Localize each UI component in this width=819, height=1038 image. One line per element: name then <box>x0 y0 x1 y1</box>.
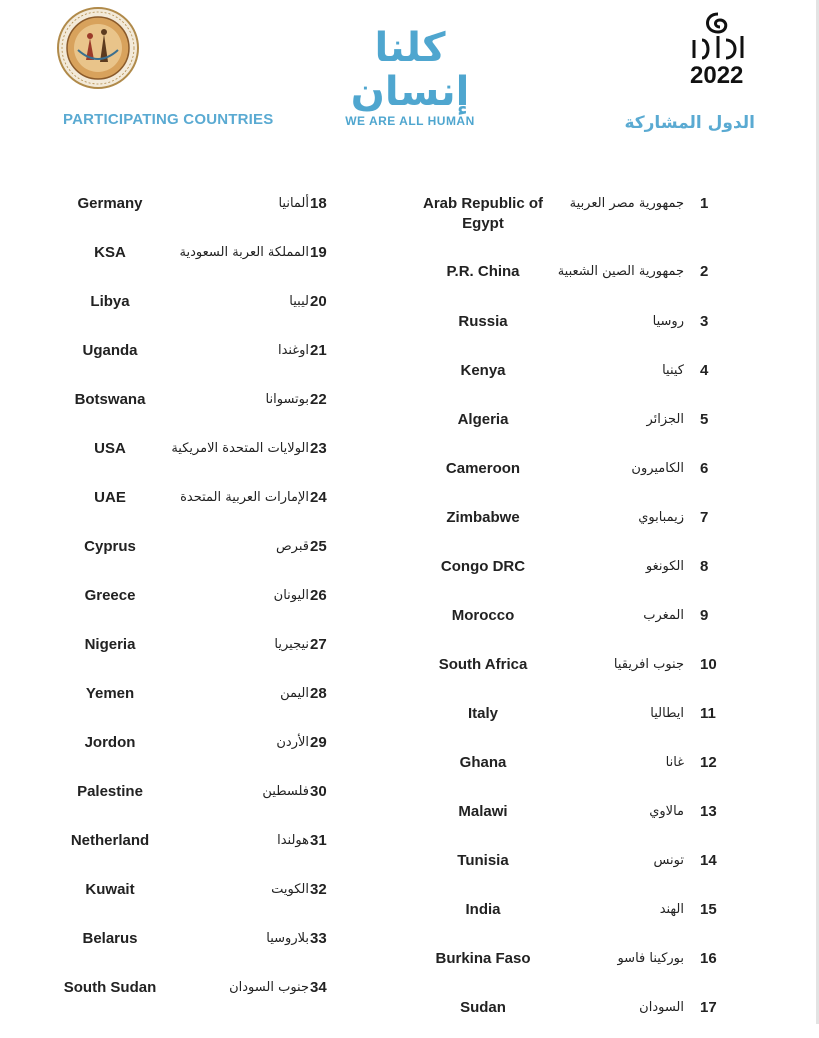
country-number: 3 <box>700 313 709 330</box>
country-english: Nigeria <box>84 636 136 653</box>
heading-arabic: الدول المشاركة <box>624 113 755 133</box>
country-number: 31 <box>310 832 327 849</box>
country-english: Botswana <box>74 391 146 408</box>
country-row <box>0 635 819 675</box>
country-row <box>0 782 819 822</box>
country-english: Burkina Faso <box>435 950 531 967</box>
brand-logo <box>310 26 510 128</box>
country-row <box>0 341 819 381</box>
country-arabic: بوركينا فاسو <box>617 951 684 966</box>
country-row <box>0 292 819 332</box>
country-number: 20 <box>310 293 327 310</box>
country-english: Libya <box>90 293 130 310</box>
country-english: Yemen <box>85 685 135 702</box>
country-number: 1 <box>700 195 709 212</box>
country-row <box>0 194 819 234</box>
brand-arabic-text: كلنا إنسان <box>350 25 470 115</box>
country-number: 7 <box>700 509 709 526</box>
country-number: 5 <box>700 411 709 428</box>
country-arabic: مالاوي <box>649 804 684 819</box>
country-arabic: غانا <box>665 755 684 770</box>
country-row <box>0 880 819 920</box>
country-english: Cameroon <box>445 460 521 477</box>
country-number: 15 <box>700 901 717 918</box>
country-arabic: ألمانيا <box>278 196 309 211</box>
country-number: 24 <box>310 489 327 506</box>
country-number: 8 <box>700 558 709 575</box>
country-number: 16 <box>700 950 717 967</box>
country-arabic: زيمبابوي <box>638 510 684 525</box>
country-number: 21 <box>310 342 327 359</box>
country-arabic: جمهورية الصين الشعبية <box>557 264 684 279</box>
country-english: Germany <box>77 195 143 212</box>
country-english: Italy <box>467 705 498 722</box>
country-number: 14 <box>700 852 717 869</box>
country-english: Kuwait <box>85 881 135 898</box>
country-number: 12 <box>700 754 717 771</box>
country-arabic: السودان <box>639 1000 684 1015</box>
country-arabic: بوتسوانا <box>265 392 309 407</box>
country-row <box>0 831 819 871</box>
country-english: South Africa <box>438 656 528 673</box>
brand-english-text: WE ARE ALL HUMAN <box>345 114 475 128</box>
country-number: 26 <box>310 587 327 604</box>
country-arabic: المملكة العربة السعودية <box>179 245 309 260</box>
country-arabic: الكاميرون <box>631 461 684 476</box>
country-english: Algeria <box>457 411 509 428</box>
country-row <box>0 488 819 528</box>
country-arabic: تونس <box>653 853 684 868</box>
country-number: 19 <box>310 244 327 261</box>
country-arabic: ليبيا <box>289 294 309 309</box>
country-number: 17 <box>700 999 717 1016</box>
country-row <box>0 243 819 283</box>
country-number: 13 <box>700 803 717 820</box>
country-arabic: فلسطين <box>262 784 309 799</box>
country-row <box>0 733 819 773</box>
country-english: South Sudan <box>63 979 157 996</box>
country-number: 29 <box>310 734 327 751</box>
country-number: 2 <box>700 263 709 280</box>
country-arabic: هولندا <box>277 833 309 848</box>
country-number: 28 <box>310 685 327 702</box>
country-english: Jordon <box>84 734 136 751</box>
country-arabic: اليونان <box>273 588 309 603</box>
country-english: Sudan <box>460 999 506 1016</box>
country-number: 6 <box>700 460 709 477</box>
country-arabic: الولايات المتحدة الامريكية <box>171 441 309 456</box>
country-number: 4 <box>700 362 709 379</box>
country-arabic: كينيا <box>662 363 684 378</box>
country-english: India <box>465 901 501 918</box>
country-number: 27 <box>310 636 327 653</box>
country-arabic: قبرص <box>275 539 309 554</box>
country-number: 34 <box>310 979 327 996</box>
country-number: 25 <box>310 538 327 555</box>
country-number: 32 <box>310 881 327 898</box>
country-arabic: بلاروسيا <box>266 931 309 946</box>
country-number: 9 <box>700 607 709 624</box>
country-row <box>0 929 819 969</box>
country-row <box>0 439 819 479</box>
country-english: Russia <box>458 313 508 330</box>
country-row <box>0 978 819 1018</box>
country-arabic: الإمارات العربية المتحدة <box>180 490 309 505</box>
country-english: KSA <box>94 244 126 261</box>
country-row <box>0 537 819 577</box>
country-arabic: جنوب السودان <box>229 980 309 995</box>
country-number: 22 <box>310 391 327 408</box>
country-english: Cyprus <box>84 538 136 555</box>
country-english: P.R. China <box>446 263 520 280</box>
country-english: Tunisia <box>457 852 509 869</box>
country-arabic: جمهورية مصر العربية <box>569 196 684 211</box>
country-english: Netherland <box>70 832 150 849</box>
country-arabic: الأردن <box>276 735 309 750</box>
country-arabic: روسيا <box>652 314 684 329</box>
country-number: 18 <box>310 195 327 212</box>
country-number: 11 <box>700 705 716 722</box>
country-arabic: الكونغو <box>645 559 684 574</box>
country-english: Malawi <box>458 803 508 820</box>
country-english: USA <box>94 440 126 457</box>
country-arabic: نيجيريا <box>274 637 309 652</box>
country-english: Belarus <box>82 930 138 947</box>
country-english: Palestine <box>77 783 143 800</box>
country-english: UAE <box>94 489 126 506</box>
country-english: Congo DRC <box>440 558 526 575</box>
country-arabic: المغرب <box>643 608 684 623</box>
country-row <box>0 586 819 626</box>
festival-seal-logo <box>56 6 140 90</box>
country-arabic: جنوب افريقيا <box>613 657 684 672</box>
country-english: Morocco <box>451 607 515 624</box>
country-number: 23 <box>310 440 327 457</box>
heading-english: PARTICIPATING COUNTRIES <box>63 111 274 128</box>
country-number: 33 <box>310 930 327 947</box>
country-english: Zimbabwe <box>446 509 520 526</box>
country-english: Ghana <box>459 754 507 771</box>
logo-year-text: 2022 <box>690 62 744 89</box>
country-arabic: اليمن <box>280 686 309 701</box>
country-row <box>0 684 819 724</box>
country-number: 10 <box>700 656 717 673</box>
country-english: Greece <box>84 587 136 604</box>
country-english: Uganda <box>82 342 138 359</box>
country-english: Arab Republic of Egypt <box>422 195 543 232</box>
country-english: Kenya <box>460 362 506 379</box>
country-arabic: الجزائر <box>646 412 684 427</box>
country-number: 30 <box>310 783 327 800</box>
country-arabic: ايطاليا <box>650 706 684 721</box>
country-row <box>0 390 819 430</box>
country-arabic: اوغندا <box>277 343 309 358</box>
country-arabic: الهند <box>659 902 684 917</box>
country-arabic: الكويت <box>271 882 309 897</box>
